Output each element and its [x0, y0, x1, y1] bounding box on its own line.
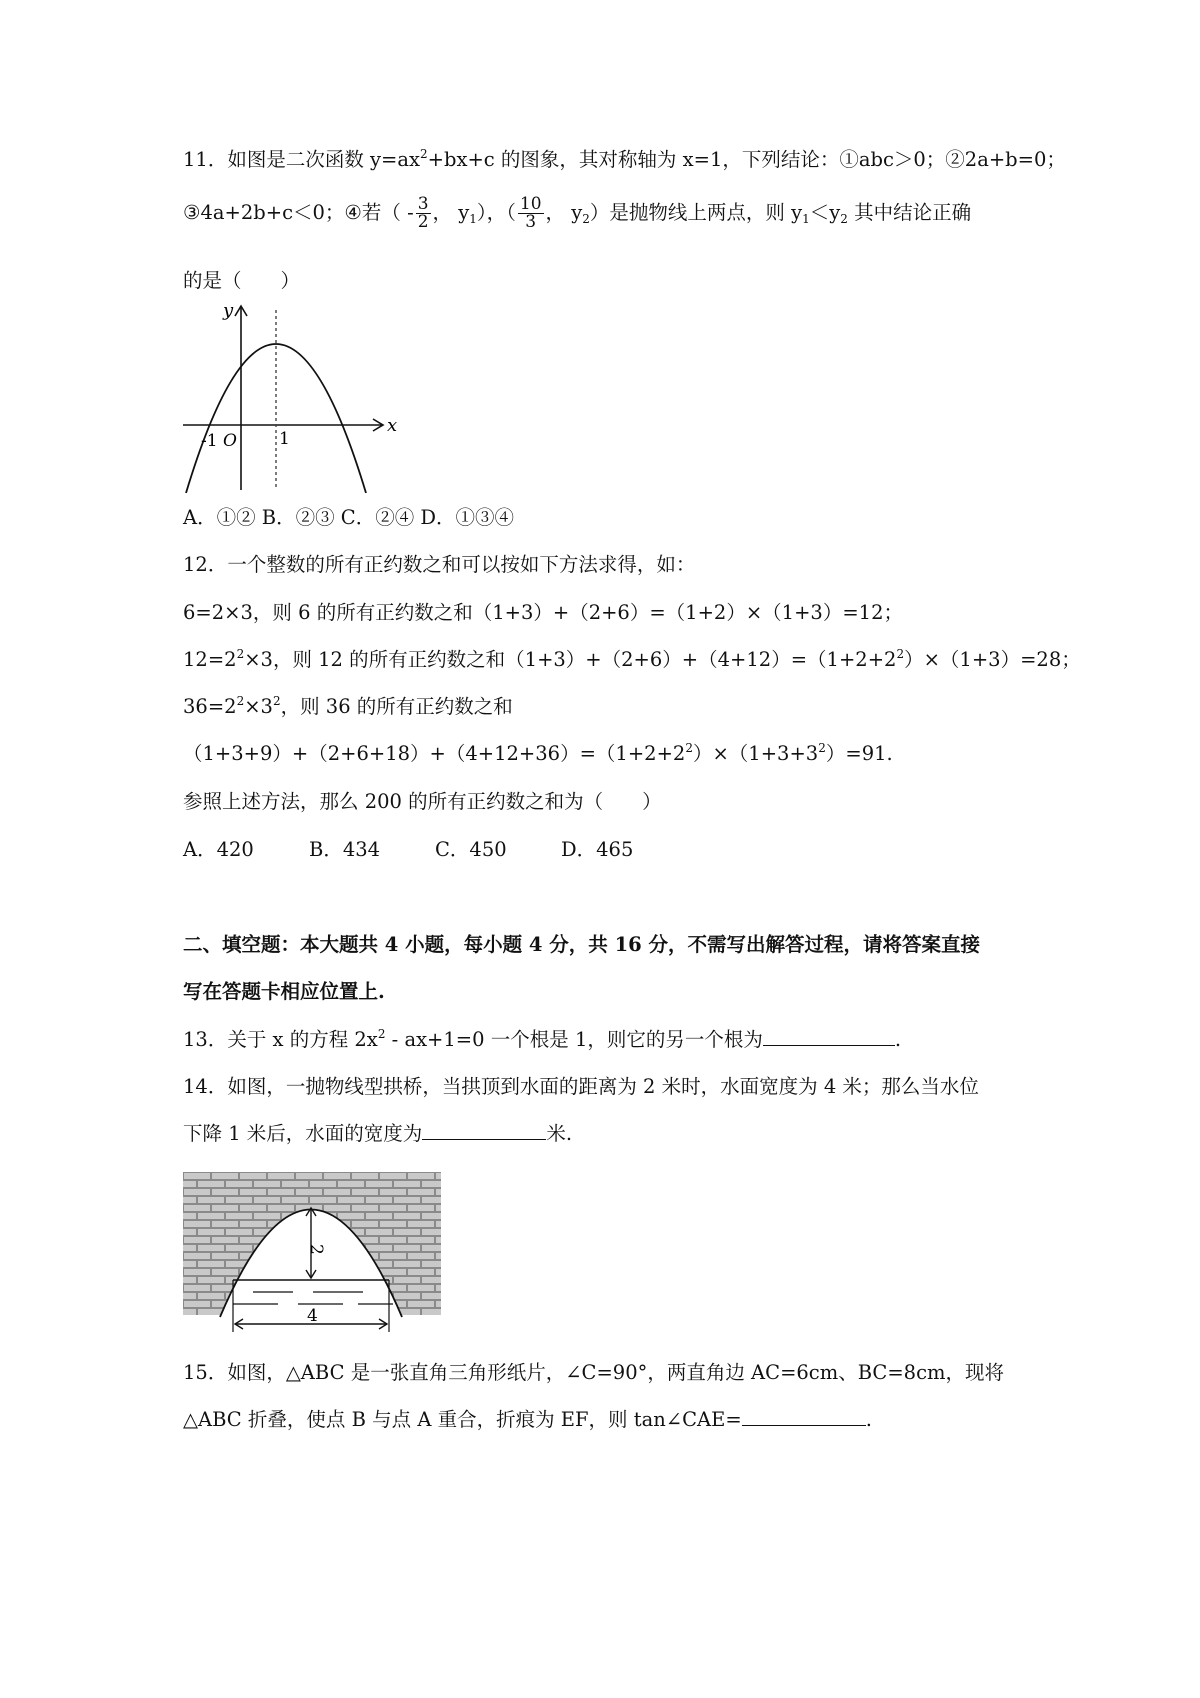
- q12-text: 6=2×3，则 6 的所有正约数之和（1+3）+（2+6）=（1+2）×（1+3）=12；: [183, 601, 903, 624]
- q11-text: 其中结论正确: [847, 201, 972, 224]
- q12-text: （1+3+9）+（2+6+18）+（4+12+36）=（1+2+2: [183, 742, 686, 765]
- q12-line-2: [183, 600, 903, 626]
- q12-text: 12=2: [183, 648, 237, 671]
- superscript: 2: [272, 694, 281, 708]
- arch-bridge-figure: [183, 1172, 443, 1334]
- q12-option-b: B．434: [309, 838, 381, 861]
- q14-text: 14．如图，一抛物线型拱桥，当拱顶到水面的距离为 2 米时，水面宽度为 4 米；那么当水位: [183, 1075, 979, 1098]
- q12-text: ，则 36 的所有正约数之和: [280, 695, 513, 718]
- fraction-numerator: 10: [519, 194, 542, 214]
- q12-text: 参照上述方法，那么 200 的所有正约数之和为（ ）: [183, 790, 662, 813]
- superscript: 2: [685, 741, 693, 755]
- q11-text: +bx+c 的图象，其对称轴为 x=1，下列结论：①abc＞0；②2a+b=0；: [427, 148, 1066, 171]
- q11-text: ， y: [545, 201, 583, 224]
- q12-option-c: C．450: [435, 838, 507, 861]
- section-2-heading: 写在答题卡相应位置上.: [183, 980, 385, 1003]
- superscript: 2: [818, 741, 826, 755]
- q14-text: 下降 1 米后，水面的宽度为: [183, 1122, 423, 1145]
- q12-text: 36=2: [183, 695, 237, 718]
- q12-line-1: [183, 552, 695, 578]
- q15-text: .: [865, 1408, 872, 1431]
- origin-label: O: [223, 431, 237, 451]
- answer-blank[interactable]: [763, 1027, 895, 1046]
- section-2-heading-line-2: [183, 979, 385, 1005]
- fraction-denominator: 2: [417, 212, 429, 232]
- q12-text: ）×（1+3）=28；: [904, 648, 1081, 671]
- q11-line-2: [183, 196, 971, 231]
- section-2-heading: 二、填空题：本大题共 4 小题，每小题 4 分，共 16 分，不需写出解答过程，请将答案直接: [183, 933, 981, 956]
- subscript: 1: [802, 212, 810, 226]
- x-axis-label: x: [387, 415, 398, 436]
- fraction-denominator: 3: [525, 212, 537, 232]
- q13-text: - ax+1=0 一个根是 1，则它的另一个根为: [385, 1028, 763, 1051]
- q11-line-3: [183, 268, 300, 294]
- q12-option-a: A．420: [183, 838, 254, 861]
- q11-text: ③4a+2b+c＜0；④若（ -: [183, 201, 414, 224]
- q11-superscript: 2: [420, 147, 428, 161]
- q11-text: ， y: [432, 201, 470, 224]
- q14-line-2: [183, 1121, 572, 1147]
- tick-label-1: 1: [279, 429, 290, 449]
- q12-text: ）×（1+3+3: [692, 742, 819, 765]
- superscript: 2: [896, 647, 905, 661]
- subscript: 2: [840, 212, 848, 226]
- q13-line: [183, 1027, 901, 1053]
- q12-line-3: [183, 647, 1081, 673]
- y-axis-label: y: [223, 300, 234, 321]
- q12-text: ×3，则 12 的所有正约数之和（1+3）+（2+6）+（4+12）=（1+2+2: [244, 648, 897, 671]
- q15-line-2: [183, 1407, 872, 1433]
- answer-blank[interactable]: [422, 1121, 546, 1140]
- q11-text: ），（: [476, 201, 516, 224]
- q12-line-6: [183, 789, 662, 815]
- q12-line-4: [183, 694, 513, 720]
- q11-text: 的是（ ）: [183, 269, 301, 292]
- q12-line-5: [183, 741, 893, 767]
- q14-line-1: [183, 1074, 979, 1100]
- fraction-10-3: [518, 196, 544, 231]
- parabola-graph: [183, 298, 413, 493]
- q14-text: 米.: [546, 1122, 573, 1145]
- q15-line-1: [183, 1360, 1004, 1386]
- q12-option-d: D．465: [561, 838, 634, 861]
- q12-text: ）=91.: [825, 742, 893, 765]
- fraction-numerator: 3: [417, 194, 429, 214]
- q13-text: .: [894, 1028, 902, 1051]
- q15-text: 15．如图，△ABC 是一张直角三角形纸片，∠C=90°，两直角边 AC=6cm、BC=8cm，现将: [183, 1361, 1004, 1384]
- q11-line-1: [183, 147, 1066, 173]
- q11-text: 11．如图是二次函数 y=ax: [183, 148, 420, 171]
- q11-text: ）是抛物线上两点，则 y: [589, 201, 803, 224]
- section-2-heading-line-1: [183, 932, 980, 958]
- q11-text: ＜y: [809, 201, 841, 224]
- q12-text: ×3: [244, 695, 273, 718]
- q15-text: △ABC 折叠，使点 B 与点 A 重合，折痕为 EF，则 tan∠CAE=: [183, 1408, 742, 1431]
- superscript: 2: [236, 647, 245, 661]
- q12-text: 12．一个整数的所有正约数之和可以按如下方法求得，如：: [183, 553, 696, 576]
- q11-options-text: A．①② B．②③ C．②④ D．①③④: [183, 506, 515, 529]
- height-label: 2: [306, 1244, 326, 1255]
- superscript: 2: [377, 1027, 386, 1041]
- tick-label-neg1: -1: [201, 431, 218, 451]
- answer-blank[interactable]: [742, 1407, 866, 1426]
- subscript: 2: [582, 212, 590, 226]
- q12-options: [183, 837, 633, 863]
- fraction-neg-3-2: [416, 196, 431, 231]
- q13-text: 13．关于 x 的方程 2x: [183, 1028, 378, 1051]
- superscript: 2: [236, 694, 245, 708]
- subscript: 1: [469, 212, 477, 226]
- q11-options: [183, 505, 514, 531]
- width-label: 4: [307, 1306, 318, 1326]
